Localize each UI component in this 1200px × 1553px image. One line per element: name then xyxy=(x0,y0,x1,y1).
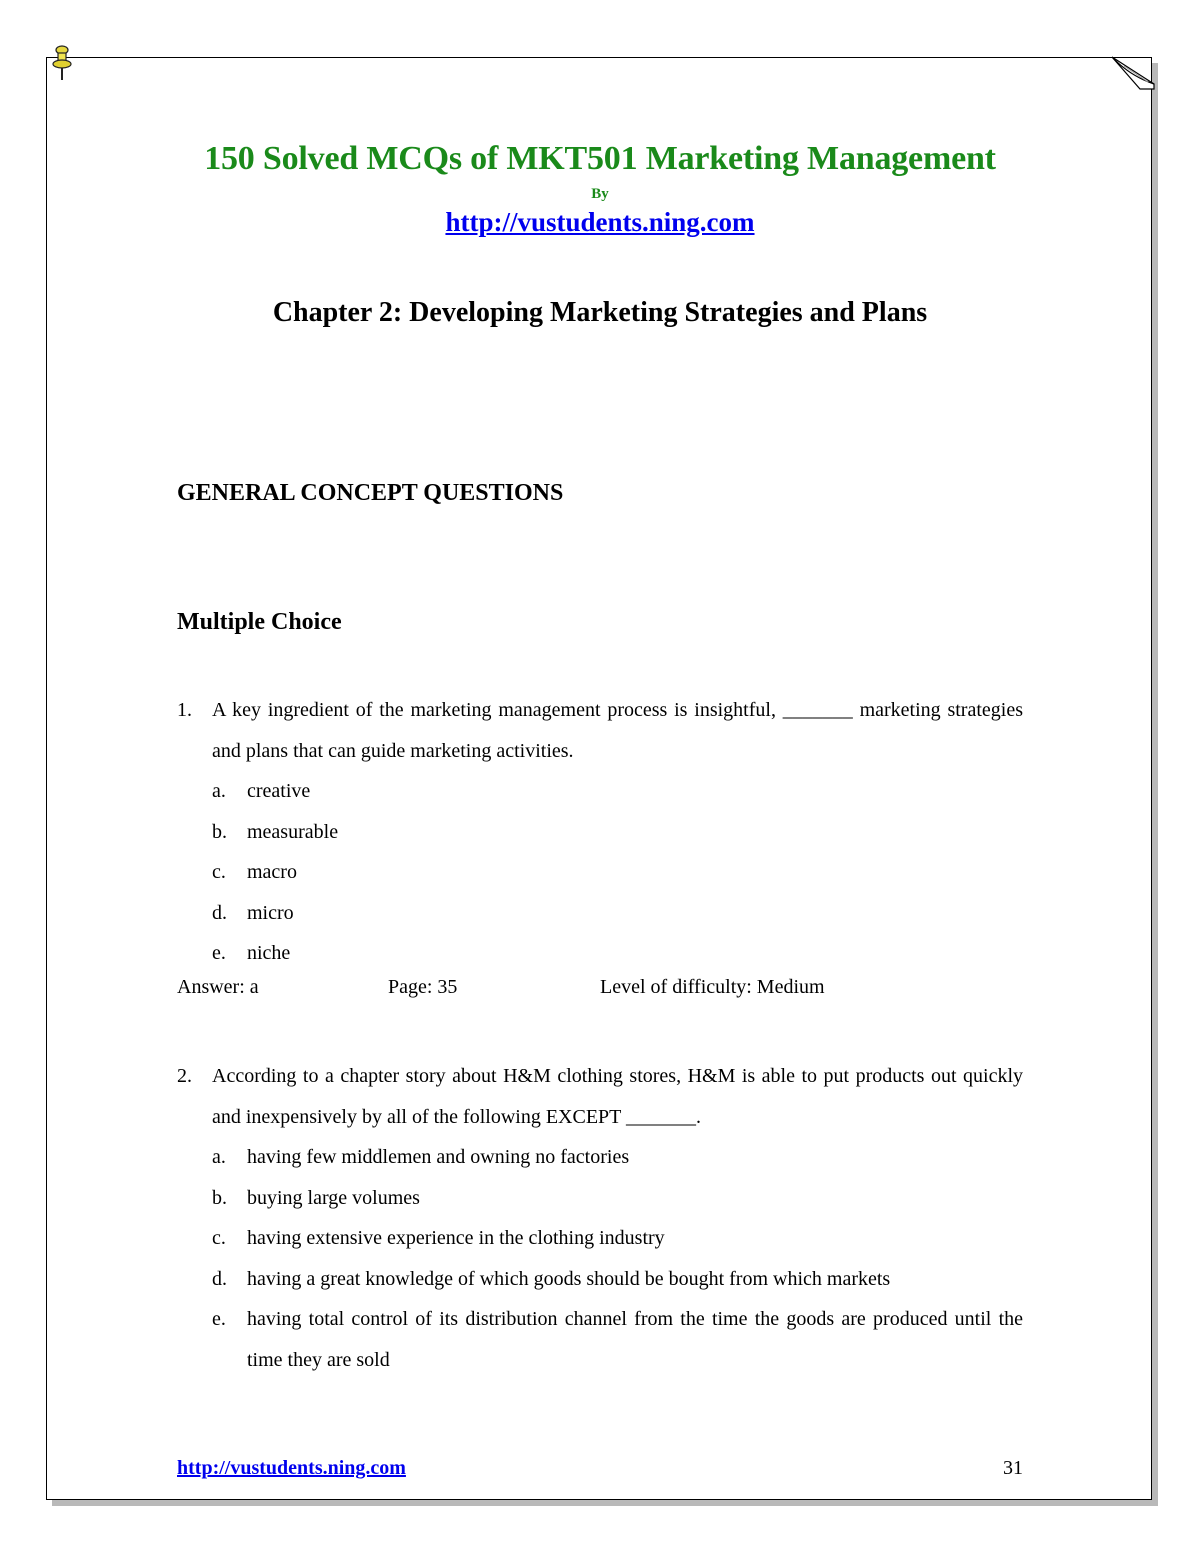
option-letter: b. xyxy=(212,1186,227,1209)
option-text: buying large volumes xyxy=(247,1186,420,1209)
page-reference: Page: 35 xyxy=(388,976,458,998)
option-letter: b. xyxy=(212,820,227,843)
option-text: niche xyxy=(247,942,291,964)
question-stem: According to a chapter story about H&M clothing stores, H&M is able to put products out quickly and inexpensively by all of the following EXCEPT _______. xyxy=(212,1065,1023,1128)
question-1 xyxy=(177,690,1023,974)
option-letter: e. xyxy=(212,942,226,964)
option-text: creative xyxy=(247,780,311,802)
header-site-link[interactable]: http://vustudents.ning.com xyxy=(445,207,755,237)
option-text: having extensive experience in the clothing industry xyxy=(247,1227,665,1249)
option-letter: d. xyxy=(212,1267,227,1290)
option-letter: c. xyxy=(212,1227,226,1249)
subsection-heading-multiple-choice: Multiple Choice xyxy=(177,609,342,635)
option-text: having a great knowledge of which goods should be bought from which markets xyxy=(247,1267,891,1290)
option-text: measurable xyxy=(247,820,339,843)
byline: By xyxy=(591,186,609,202)
section-heading-general: GENERAL CONCEPT QUESTIONS xyxy=(177,480,564,506)
option-c xyxy=(212,1218,1023,1259)
option-a xyxy=(212,1137,1023,1178)
option-e xyxy=(212,933,1023,974)
document-title: 150 Solved MCQs of MKT501 Marketing Management xyxy=(204,140,996,177)
option-e xyxy=(212,1299,1023,1380)
question-2 xyxy=(177,1056,1023,1380)
answer-label: Answer: a xyxy=(177,976,259,998)
option-b xyxy=(212,812,1023,853)
option-c xyxy=(212,852,1023,893)
option-letter: e. xyxy=(212,1308,226,1330)
pushpin-icon xyxy=(50,44,74,84)
question-number: 1. xyxy=(177,699,192,721)
option-text: micro xyxy=(247,901,294,924)
page-number: 31 xyxy=(1003,1457,1023,1479)
option-letter: a. xyxy=(212,780,226,802)
footer-site-link[interactable]: http://vustudents.ning.com xyxy=(177,1457,406,1479)
answer-row-1 xyxy=(177,976,1023,1016)
option-a xyxy=(212,771,1023,812)
chapter-title: Chapter 2: Developing Marketing Strategies and Plans xyxy=(272,297,928,328)
page-curl-icon xyxy=(1110,56,1156,90)
question-number: 2. xyxy=(177,1065,192,1087)
option-text: macro xyxy=(247,861,297,883)
option-text: having few middlemen and owning no factories xyxy=(247,1146,630,1168)
question-stem: A key ingredient of the marketing management process is insightful, _______ marketing strategies and plans that can guide marketing activities. xyxy=(212,699,1023,762)
difficulty-level: Level of difficulty: Medium xyxy=(600,976,825,998)
option-d xyxy=(212,1259,1023,1300)
option-text: having total control of its distribution channel from the time the goods are produced until the time they are sold xyxy=(247,1308,1023,1371)
option-letter: c. xyxy=(212,861,226,883)
option-letter: d. xyxy=(212,901,227,924)
option-b xyxy=(212,1178,1023,1219)
option-letter: a. xyxy=(212,1146,226,1168)
option-d xyxy=(212,893,1023,934)
